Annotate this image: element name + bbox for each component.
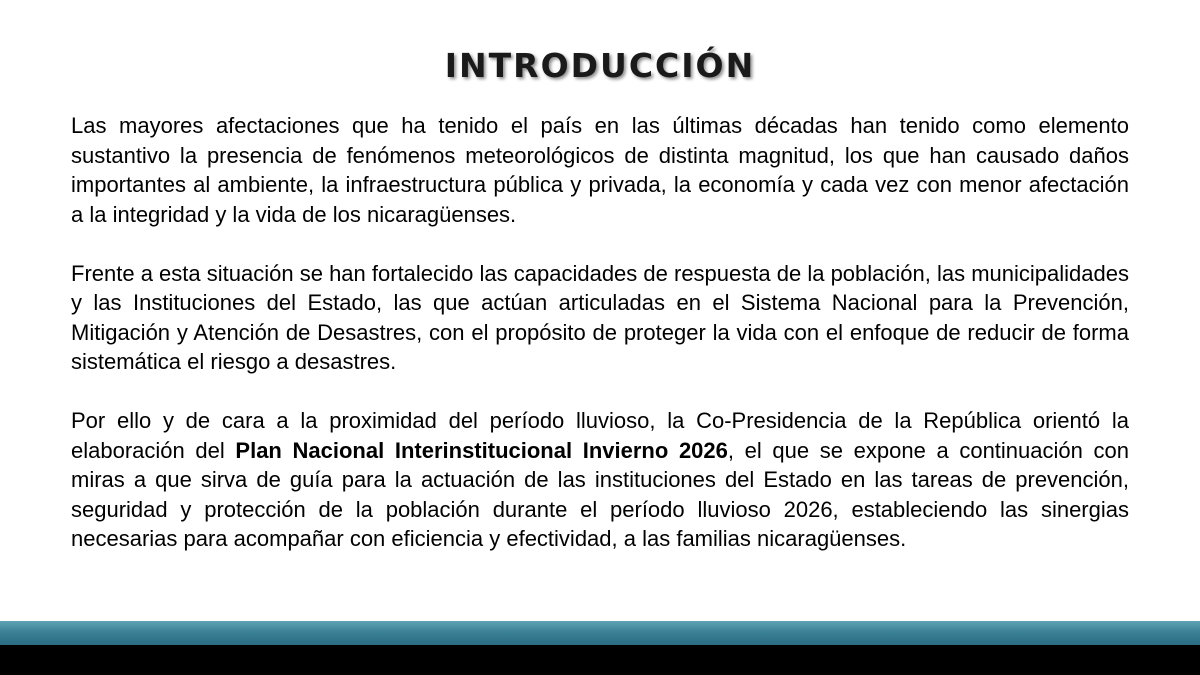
slide-body — [71, 111, 1129, 554]
paragraph-1: Las mayores afectaciones que ha tenido el país en las últimas décadas han tenido como elemento sustantivo la presencia de fenómenos meteorológicos de distinta magnitud, los que han causado daños importantes al ambiente, la infraestructura pública y privada, la economía y cada vez con menor afectación a la integridad y la vida de los nicaragüenses. — [71, 113, 1129, 227]
footer-teal-band — [0, 621, 1200, 645]
paragraph-3 — [71, 406, 1129, 554]
slide-title: INTRODUCCIÓN — [444, 46, 756, 85]
paragraph-3-lead: Por ello y de cara a la proximidad del período lluvioso, la Co-Presidencia de la República orientó la elaboración del — [71, 408, 1129, 463]
plan-name: Plan Nacional Interinstitucional Invierno 2026 — [235, 437, 728, 463]
paragraph-3-rest: , el que se expone a continuación con miras a que sirva de guía para la actuación de las instituciones del Estado en las tareas de prevención, seguridad y protección de la población durante el período lluvioso 2026, estableciendo las sinergias necesarias para acompañar con eficiencia y efectividad, a las familias nicaragüenses. — [71, 437, 1129, 551]
footer-black-band — [0, 645, 1200, 675]
paragraph-2: Frente a esta situación se han fortalecido las capacidades de respuesta de la población, las municipalidades y las Instituciones del Estado, las que actúan articuladas en el Sistema Nacional para la Prevención, Mitigación y Atención de Desastres, con el propósito de proteger la vida con el enfoque de reducir de forma sistemática el riesgo a desastres. — [71, 260, 1129, 374]
